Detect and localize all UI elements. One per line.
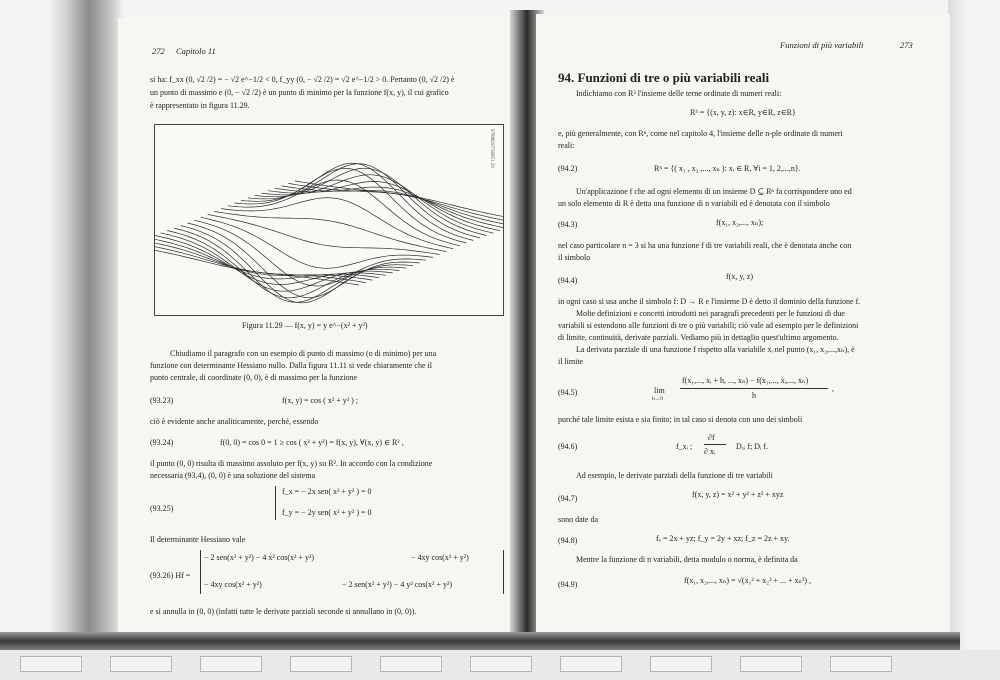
r-line-5d: di limite, continuità, derivate parziali. Vediamo più in dettaglio quest'ultimo argomento.: [558, 333, 839, 342]
intro-line-1: si ha: f_xx (0, √2 /2) = − √2 e^−1/2 < 0, f_yy (0, − √2 /2) = √2 e^−1/2 > 0. Pertanto (0, √2 /2) è: [150, 75, 455, 84]
para1-line-1: Chiudiamo il paragrafo con un esempio di punto di massimo (o di minimo) per una: [170, 349, 437, 358]
eq-94-5-trail: ,: [832, 384, 834, 393]
hessian-r1c1: − 2 sen(x² + y²) − 4 x² cos(x² + y²): [204, 553, 315, 562]
r-line-3a: Un'applicazione f che ad ogni elemento di un insieme D ⊆ Rⁿ fa corrispondere uno ed: [576, 187, 852, 196]
tape-tab: [470, 656, 532, 672]
surface-grid-line: [161, 233, 393, 291]
hessian-r1c2: − 4xy cos(x² + y²): [411, 553, 469, 562]
para1-line-2: funzione con determinante Hessiano nullo. Dalla figura 11.11 si vede chiaramente che il: [150, 361, 432, 370]
eq-93-25-line-1: f_x = − 2x sen( x² + y² ) = 0: [282, 487, 372, 496]
eq-93-23: f(x, y) = cos ( x² + y² ) ;: [282, 396, 359, 405]
eq-93-24: f(0, 0) = cos 0 = 1 ≥ cos ( x² + y²) = f(x, y), ∀(x, y) ∈ R² ,: [220, 438, 404, 447]
r-line-5c: variabili si estendono alle funzioni di tre o più variabili; ciò vale ad esempio per le definizioni: [558, 321, 859, 330]
tape-tab: [290, 656, 352, 672]
r-line-1: Indichiamo con R³ l'insieme delle terne ordinate di numeri reali:: [576, 89, 782, 98]
eq-94-6-b-num: ∂f: [708, 433, 715, 442]
tape-tab: [830, 656, 892, 672]
book-bottom-shadow: [0, 632, 960, 650]
surface-grid-line: [235, 168, 467, 243]
figure-caption: Figura 11.29 — f(x, y) = y e^−(x² + y²): [242, 321, 368, 330]
surface-plot-graphic: [155, 125, 503, 315]
hessian-r2c2: − 2 sen(x² + y²) − 4 y² cos(x² + y²): [342, 580, 453, 589]
left-final-line: e si annulla in (0, 0) (infatti tutte le derivate parziali seconde si annullano in (0, 0)).: [150, 607, 417, 616]
eq-94-6-a: f_xᵢ ;: [676, 442, 693, 451]
eq-94-7: f(x, y, z) = x² + y² + z² + xyz: [692, 490, 784, 499]
eq-94-3: f(x₁, x₂,..., xₙ);: [716, 218, 764, 227]
book-left-edge-shadow: [48, 0, 123, 650]
tape-tab: [560, 656, 622, 672]
tape-tab: [380, 656, 442, 672]
eq-94-8: fₓ = 2x + yz; f_y = 2y + xz; f_z = 2z + xy.: [656, 534, 790, 543]
eq-93-25-line-2: f_y = − 2y sen( x² + y² ) = 0: [282, 508, 372, 517]
system-brace: [275, 486, 276, 520]
eq-94-5-fraction-bar: [680, 388, 828, 389]
r-line-5b: Molte definizioni e concetti introdotti nei paragrafi precedenti per le funzioni di due: [576, 309, 845, 318]
eq-94-3-number: (94.3): [558, 220, 578, 229]
scanner-tape-strip: [0, 650, 1000, 680]
determinant-bar-left: [200, 550, 201, 594]
eq-93-26-number: (93.26) Hf =: [150, 571, 191, 580]
eq-94-4-number: (94.4): [558, 276, 578, 285]
tape-tab: [110, 656, 172, 672]
eq-93-25-number: (93.25): [150, 504, 174, 513]
left-page: [118, 18, 520, 640]
r-line-6: purché tale limite esista e sia finito; in tal caso si denota con uno dei simboli: [558, 415, 803, 424]
line-hessian: Il determinante Hessiano vale: [150, 535, 246, 544]
figure-11-29: [154, 124, 504, 316]
para1-line-3: punto centrale, di coordinate (0, 0), è di massimo per la funzione: [150, 373, 358, 382]
surface-grid-line: [261, 175, 493, 233]
tape-tab: [650, 656, 712, 672]
r-line-5a: in ogni caso si usa anche il simbolo f: D → R e l'insieme D è detto il dominio della funzione f.: [558, 297, 861, 306]
tape-tab: [740, 656, 802, 672]
eq-93-24-number: (93.24): [150, 438, 174, 447]
line-analytic: ciò è evidente anche analiticamente, perché, essendo: [150, 417, 319, 426]
section-title: 94. Funzioni di tre o più variabili reali: [558, 70, 770, 85]
r-line-2b: reali:: [558, 141, 575, 150]
eq-94-6-fraction-bar: [704, 444, 726, 445]
eq-94-7-number: (94.7): [558, 494, 578, 503]
surface-grid-line: [208, 215, 440, 255]
r-line-5f: il limite: [558, 357, 584, 366]
r-line-5e: La derivata parziale di una funzione f rispetto alla variabile xᵢ nel punto (x₁, x₂,...,xₙ), è: [576, 345, 855, 354]
surface-grid-line: [188, 223, 420, 298]
right-page: [536, 14, 950, 640]
para2-line-2: necessaria (93.4), (0, 0) è una soluzione del sistema: [150, 471, 316, 480]
tape-tab: [200, 656, 262, 672]
eq-94-9-number: (94.9): [558, 580, 578, 589]
eq-94-6-b-den: ∂ xᵢ: [704, 447, 716, 456]
book-right-edge: [948, 0, 968, 650]
intro-line-2: un punto di massimo e (0, − √2 /2) è un punto di minimo per la funzione f(x, y), il cui grafico: [150, 88, 449, 97]
eq-94-5-denominator: h: [752, 391, 756, 400]
eq-94-5-lim-sub: h→0: [652, 396, 663, 402]
surface-grid-line: [155, 245, 359, 285]
eq-94-6-number: (94.6): [558, 442, 578, 451]
r-line-3b: un solo elemento di R è detta una funzione di n variabili ed è denotata con il simbolo: [558, 199, 830, 208]
r-line-7: Ad esempio, le derivate parziali della funzione di tre variabili: [576, 471, 773, 480]
eq-94-5-lim: lim: [654, 386, 665, 395]
eq-r3-set: R³ = {(x, y, z): x∈R, y∈R, z∈R}: [690, 108, 796, 117]
intro-line-3: è rappresentato in figura 11.29.: [150, 101, 250, 110]
eq-94-4: f(x, y, z): [726, 272, 754, 281]
figure-side-code: 9788820736851 29: [489, 129, 494, 168]
left-page-number: 272: [152, 46, 165, 56]
r-line-2a: e, più generalmente, con Rⁿ, come nel capitolo 4, l'insieme delle n-ple ordinate di numeri: [558, 129, 843, 138]
eq-94-2: Rⁿ = {( x₁ , x₂ ,..., xₙ ): xᵢ ∈ R, ∀i = 1, 2,...,n}.: [654, 164, 801, 173]
hessian-r2c1: − 4xy cos(x² + y²): [204, 580, 262, 589]
r-line-4b: il simbolo: [558, 253, 591, 262]
r-line-9: Mentre la funzione di n variabili, detta modulo o norma, è definita da: [576, 555, 798, 564]
eq-94-6-c: Dₓᵢ f; Dᵢ f.: [736, 442, 769, 451]
eq-94-9: f(x₁, x₂,..., xₙ) = √(x₁² + x₂² + ... + xₙ²) ,: [684, 576, 812, 585]
surface-grid-line: [214, 212, 446, 252]
eq-94-2-number: (94.2): [558, 164, 578, 173]
left-chapter-title: Capitolo 11: [176, 46, 216, 56]
eq-94-5-number: (94.5): [558, 388, 578, 397]
r-line-8: sono date da: [558, 515, 598, 524]
right-page-number: 273: [900, 40, 913, 50]
eq-94-5-numerator: f(x₁,..., xᵢ + h, ..., xₙ) − f(x₁,..., xᵢ,..., xₙ): [682, 376, 809, 385]
tape-tab: [20, 656, 82, 672]
eq-94-8-number: (94.8): [558, 536, 578, 545]
para2-line-1: il punto (0, 0) risulta di massimo assoluto per f(x, y) su R². In accordo con la condizione: [150, 459, 433, 468]
eq-93-23-number: (93.23): [150, 396, 174, 405]
determinant-bar-right: [503, 550, 504, 594]
r-line-4a: nel caso particolare n = 3 si ha una funzione f di tre variabili reali, che è denotata anche con: [558, 241, 852, 250]
right-header-title: Funzioni di più variabili: [780, 40, 864, 50]
